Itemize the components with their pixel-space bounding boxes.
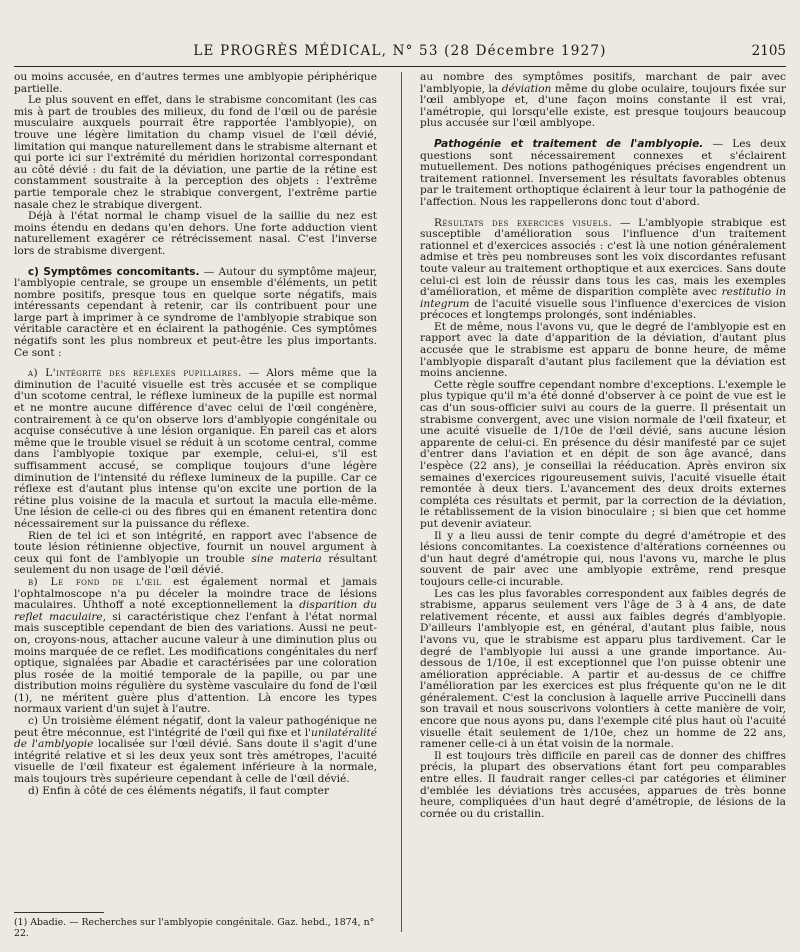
section-reflexes (14, 368, 377, 530)
running-title: LE PROGRÈS MÉDICAL, N° 53 (28 Décembre 1927) (193, 43, 607, 59)
text-run: Rien de tel ici et son intégrité, en rapport avec l'absence de toute lésion rétinienne objective, fournit un nouvel argument à ceux qui font de l'amblyopie un trouble (14, 529, 377, 565)
paragraph: ou moins accusée, en d'autres termes une amblyopie périphérique partielle. (14, 71, 377, 95)
left-column (14, 72, 377, 797)
paragraph: Le plus souvent en effet, dans le strabisme concomitant (les cas mis à part de troubles des milieux, du fond de l'œil ou de parésie musculaire auxquels pourrait être rapportée l'amblyopie), on trouve une légère limitation du champ visuel de l'œil dévié, limitation qui manque naturellement dans le strabisme alternant et qui porte ici sur l'extrémité du méridien horizontal correspondant au côté dévié : du fait de la déviation, une partie de la rétine est constamment soustraite à la perception des objets : l'extrême partie temporale chez le strabique convergent, l'extrême partie nasale chez le strabique divergent. (14, 94, 377, 211)
subsection-heading: b) Le fond de l'œil (28, 575, 162, 588)
paragraph: Il y a lieu aussi de tenir compte du degré d'amétropie et des lésions concomitantes. La coexistence d'altérations cornéennes ou d'un haut degré d'amétropie qui, nous l'avons vu, marche le plus souvent de pair avec une amblyopie extrême, rend presque toujours celle-ci incurable. (420, 529, 786, 588)
section-resultats (420, 218, 786, 322)
paragraph: Cette règle souffre cependant nombre d'exceptions. L'exemple le plus typique qu'il m'a été donné d'observer à ce point de vue est le cas d'un sous-officier suivi au cours de la guerre. Il présentait un strabisme convergent, avec une vision normale de l'œil fixateur, et une acuité visuelle de 1/10e de l'œil dévié, sans aucune lésion apparente de celui-ci. En présence du désir manifesté par ce sujet d'entrer dans l'aviation et en dépit de son âge avancé, dans l'espèce (22 ans), je conseillai la rééducation. Après environ six semaines d'exercices rigoureusement suivis, l'acuité visuelle était remontée à deux tiers. L'avancement des deux droits externes compléta ces résultats et permit, par la correction de la déviation, le rétablissement de la vision binoculaire ; si bien que cet homme put devenir aviateur. (420, 378, 786, 530)
paragraph: Les cas les plus favorables correspondent aux faibles degrés de strabisme, apparus seulement vers l'âge de 3 à 4 ans, de date relativement récente, et aussi aux faibles degrés d'amblyopie. D'ailleurs l'amblyopie est, en général, d'autant plus faible, nous l'avons vu, que le strabisme est apparu plus tardivement. Car le degré de l'amblyopie lui aussi a une grande importance. Au-dessous de 1/10e, il est exceptionnel que l'on puisse obtenir une amélioration appréciable. A partir et au-dessus de ce chiffre l'amélioration par les exercices est plus fréquente qu'on ne le dit généralement. C'est la conclusion à laquelle arrive Puccinelli dans son travail et nous souscrivons volontiers à cette manière de voir, encore que nous ayons pu, dans l'exemple cité plus haut où l'acuité visuelle était seulement de 1/10e, chez un homme de 22 ans, ramener celle-ci à un état voisin de la normale. (420, 587, 786, 751)
text-run: c) Un troisième élément négatif, dont la valeur pathogénique ne peut être méconnue, est l'intégrité de l'œil qui fixe et l' (14, 715, 377, 739)
page-number: 2105 (751, 43, 786, 59)
section-text: — Les deux questions sont nécessairement connexes et s'éclairent mutuellement. Des notions pathogéniques précises engendrent un traitement rationnel. Inversement les résultats favorables obtenus par le traitement orthoptique éclairent à leur tour la pathogénie de l'affection. Nous les rappellerons donc tout d'abord. (420, 137, 786, 208)
text-run: localisée sur l'œil dévié. Sans doute il s'agit d'une intégrité relative et si les deux yeux sont très amétropes, l'acuité visuelle de l'œil fixateur est également inférieure à la normale, mais toujours très supérieure cependant à celle de l'œil dévié. (14, 738, 378, 786)
italic-run: unilatéralité de l'amblyopie (14, 726, 377, 751)
italic-run: disparition du reflet maculaire (14, 599, 377, 623)
section-fond-oeil (14, 577, 377, 716)
footnote-rule (14, 912, 104, 913)
section-pathogenie (420, 139, 786, 209)
section-concomitants (14, 267, 377, 360)
section-text: — Autour du symptôme majeur, l'amblyopie centrale, se groupe un ensemble d'éléments, un petit nombre positifs, presque tous en quelque sorte négatifs, mais intéressants cependant à retenir, car ils contribuent pour une large part à imprimer à ce syndrome de l'amblyopie strabique son véritable caractère et en éclairent la pathogénie. Ces symptômes négatifs sont les plus nombreux et peut-être les plus importants. Ce sont : (14, 265, 377, 359)
italic-run: restitutio in integrum (420, 286, 786, 310)
paragraph (420, 72, 786, 130)
paragraph: Et de même, nous l'avons vu, que le degré de l'amblyopie est en rapport avec la date d'apparition de la déviation, d'autant plus accusée que le strabisme est apparu de bonne heure, de même l'amblyopie disparaît d'autant plus facilement que la déviation est moins ancienne. (420, 320, 786, 380)
italic-run: déviation (501, 82, 552, 95)
text-run: résultant seulement du non usage de l'œil dévié. (14, 552, 377, 577)
text-run: même du globe oculaire, toujours fixée sur l'œil amblyope et, d'une façon moins constante il est vrai, l'amétropie, qui lorsqu'elle existe, est presque toujours beaucoup plus accusée sur l'œil amblyope. (420, 82, 786, 130)
paragraph (14, 716, 377, 786)
subsection-heading: Résultats des exercices visuels. (434, 216, 613, 229)
paragraph (14, 531, 377, 577)
section-heading: Pathogénie et traitement de l'amblyopie. (434, 137, 704, 150)
column-divider (401, 72, 402, 932)
text-run: , si caractéristique chez l'enfant à l'état normal mais susceptible cependant de bien des variations. Aussi ne peut-on, croyons-nous, attacher aucune valeur à une diminution plus ou moins marquée de ce reflet. Les modifications congénitales du nerf optique, signalées par Abadie et caractérisées par une coloration plus rosée de la moitié temporale de la papille, ou par une distribution moins régulière du système vasculaire du fond de l'œil (1), ne méritent guère plus d'attention. Là encore les types normaux varient d'un sujet à l'autre. (14, 610, 377, 716)
subsection-heading: a) L'intégrité des réflexes pupillaires. (28, 367, 242, 380)
header-rule (14, 66, 786, 67)
text-run: au nombre des symptômes positifs, marchant de pair avec l'amblyopie, la (420, 71, 786, 95)
section-heading: c) Symptômes concomitants. (28, 265, 200, 278)
paragraph: d) Enfin à côté de ces éléments négatifs, il faut compter (28, 784, 330, 797)
right-column (420, 72, 786, 820)
text-run: — L'amblyopie strabique est susceptible d'amélioration sous l'influence d'un traitement rationnel et d'exercices associés : c'est là une notion généralement admise et très peu nombreuses sont les voix discordantes refusant toute valeur au traitement orthoptique et aux exercices. Sans doute celui-ci est loin de réussir dans tous les cas, mais les exemples d'amélioration, et même de disparition complète avec (420, 216, 786, 299)
text-run: est également normal et jamais l'ophtalmoscope n'a pu déceler la moindre trace de lésions maculaires. Uhthoff a noté exceptionnellement la (14, 575, 378, 612)
text-run: de l'acuité visuelle sous l'influence d'exercices de vision précoces et longtemps prolongés, sont indéniables. (420, 297, 786, 322)
subsection-text: — Alors même que la diminution de l'acuité visuelle est très accusée et se complique d'un scotome central, le réflexe lumineux de la pupille est normal et ne montre aucune différence d'avec celui de l'œil congénère, contrairement à ce qu'on observe lors d'amblyopie congénitale ou acquise consécutive à une lésion organique. En pareil cas et alors même que le trouble visuel se réduit à un scotome central, comme dans l'amblyopie toxique par exemple, celui-ei, s'il est suffisamment accusé, se complique toujours d'une légère diminution de l'intensité du réflexe lumineux de la pupille. Car ce réflexe est d'autant plus intense qu'on excite une portion de la rétine plus voisine de la macula et surtout la macula elle-même. Une lésion de celle-ci ou des fibres qui en émanent retentira donc nécessairement sur la puissance du réflexe. (14, 367, 377, 530)
italic-run: sine materia (251, 552, 322, 565)
footnote: (1) Abadie. — Recherches sur l'amblyopie congénitale. Gaz. hebd., 1874, n° 22. (14, 917, 375, 939)
paragraph: Il est toujours très difficile en pareil cas de donner des chiffres précis, la plupart des observations étant fort peu comparables entre elles. Il faudrait ranger celles-ci par catégories et éliminer d'emblée les déviations très accusées, apparues de très bonne heure, compliquées d'un haut degré d'amétropie, de lésions de la cornée ou du cristallin. (420, 749, 786, 820)
page-header (14, 43, 786, 63)
paragraph: Déjà à l'état normal le champ visuel de la saillie du nez est moins étendu en dedans qu'en dehors. Une forte adduction vient naturellement exagérer ce rétrécissement nasal. C'est l'inverse lors de strabisme divergent. (14, 210, 377, 257)
